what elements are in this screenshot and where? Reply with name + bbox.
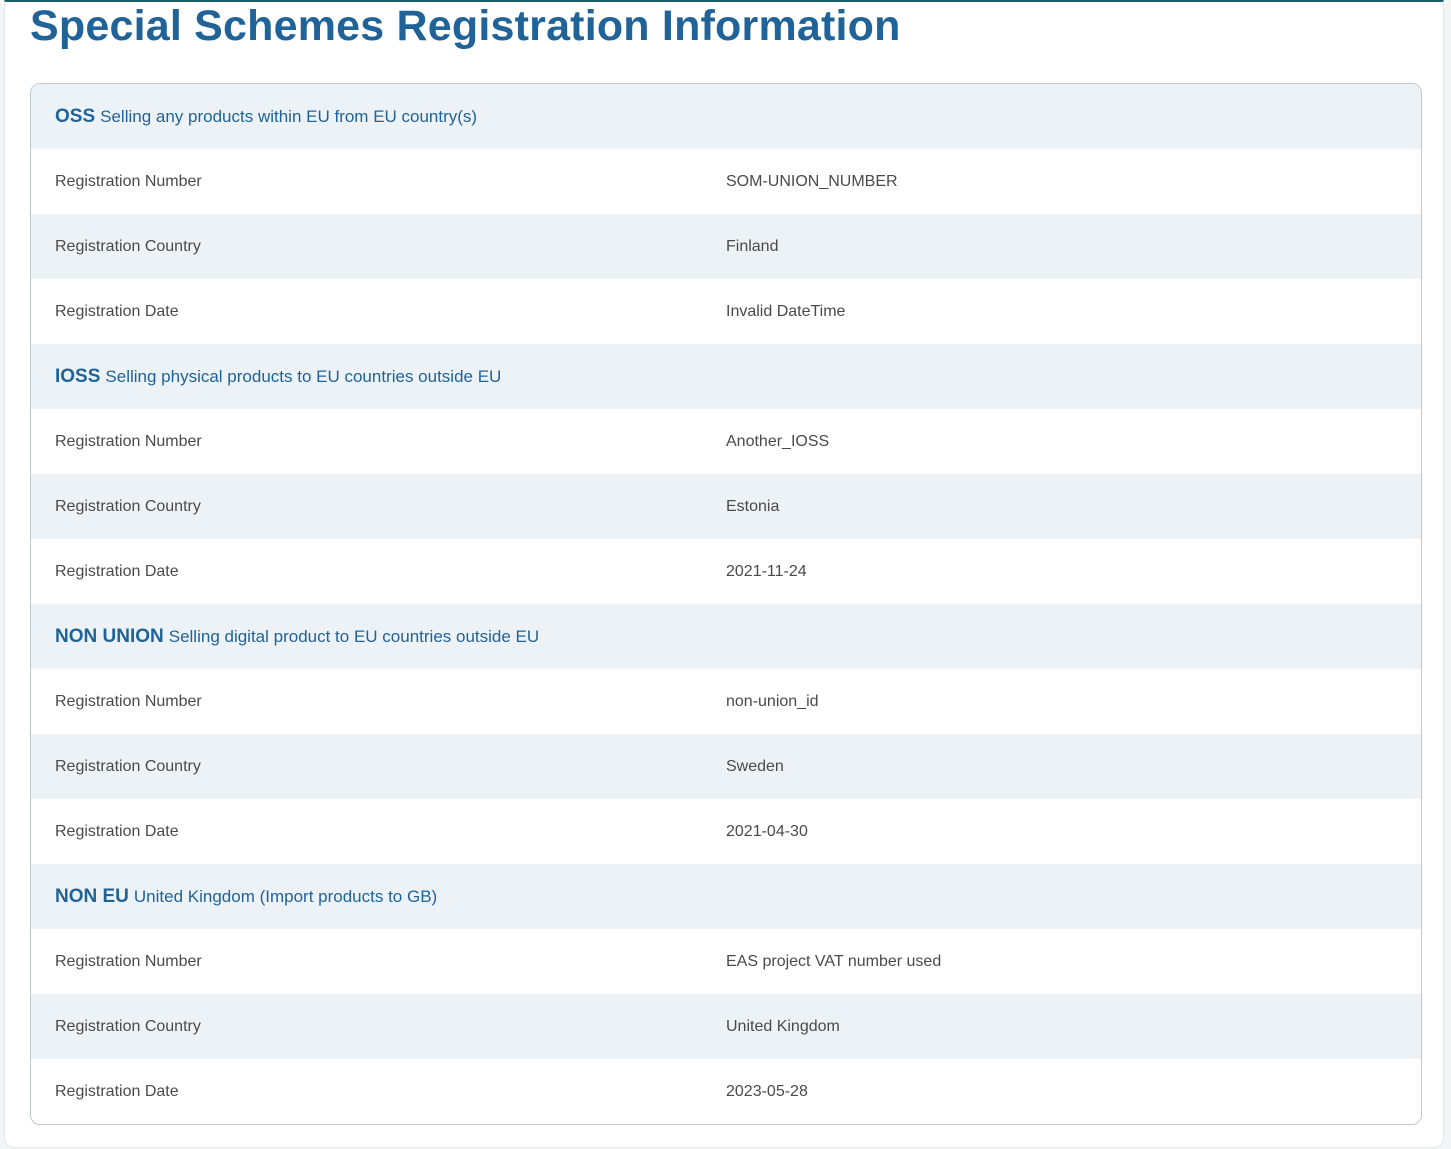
section-header-oss: [31, 84, 1421, 149]
row-value: 2021-11-24: [726, 562, 807, 580]
row-value: 2021-04-30: [726, 822, 808, 840]
row-label: Registration Number: [55, 432, 202, 450]
row-label: Registration Country: [55, 757, 201, 775]
row-value: Sweden: [726, 757, 784, 775]
row-value: Estonia: [726, 497, 780, 515]
section-header-non-eu: [31, 864, 1421, 929]
row-label: Registration Date: [55, 302, 179, 320]
row-label: Registration Date: [55, 822, 179, 840]
table-row: [31, 474, 1421, 539]
section-description: Selling digital product to EU countries outside EU: [168, 626, 540, 646]
table-row: [31, 734, 1421, 799]
row-label: Registration Number: [55, 952, 202, 970]
row-label: Registration Country: [55, 497, 201, 515]
row-label: Registration Number: [55, 172, 202, 190]
table-row: [31, 669, 1421, 734]
table-row: [31, 279, 1421, 344]
row-value: EAS project VAT number used: [726, 952, 942, 970]
table-row: [31, 929, 1421, 994]
row-label: Registration Number: [55, 692, 202, 710]
row-label: Registration Country: [55, 1017, 201, 1035]
section-code: NON UNION: [55, 625, 164, 647]
section-description: United Kingdom (Import products to GB): [133, 886, 438, 906]
section-header-ioss: [31, 344, 1421, 409]
row-label: Registration Date: [55, 562, 179, 580]
section-code: IOSS: [55, 365, 101, 387]
section-description: Selling any products within EU from EU country(s): [100, 106, 478, 126]
section-code: NON EU: [55, 885, 129, 907]
page-title: Special Schemes Registration Information: [30, 2, 901, 50]
page-card: [4, 0, 1444, 1148]
section-code: OSS: [55, 105, 96, 127]
schemes-table: [30, 83, 1422, 1125]
table-row: [31, 994, 1421, 1059]
row-value: 2023-05-28: [726, 1082, 808, 1100]
row-value: SOM-UNION_NUMBER: [726, 172, 898, 190]
table-row: [31, 539, 1421, 604]
row-label: Registration Date: [55, 1082, 179, 1100]
row-label: Registration Country: [55, 237, 201, 255]
table-row: [31, 799, 1421, 864]
row-value: United Kingdom: [726, 1017, 840, 1035]
table-row: [31, 149, 1421, 214]
row-value: Finland: [726, 237, 779, 255]
table-row: [31, 409, 1421, 474]
table-row: [31, 1059, 1421, 1124]
table-row: [31, 214, 1421, 279]
section-description: Selling physical products to EU countries outside EU: [105, 366, 502, 386]
row-value: non-union_id: [726, 692, 819, 710]
section-header-non-union: [31, 604, 1421, 669]
row-value: Invalid DateTime: [726, 302, 846, 320]
row-value: Another_IOSS: [726, 432, 830, 450]
